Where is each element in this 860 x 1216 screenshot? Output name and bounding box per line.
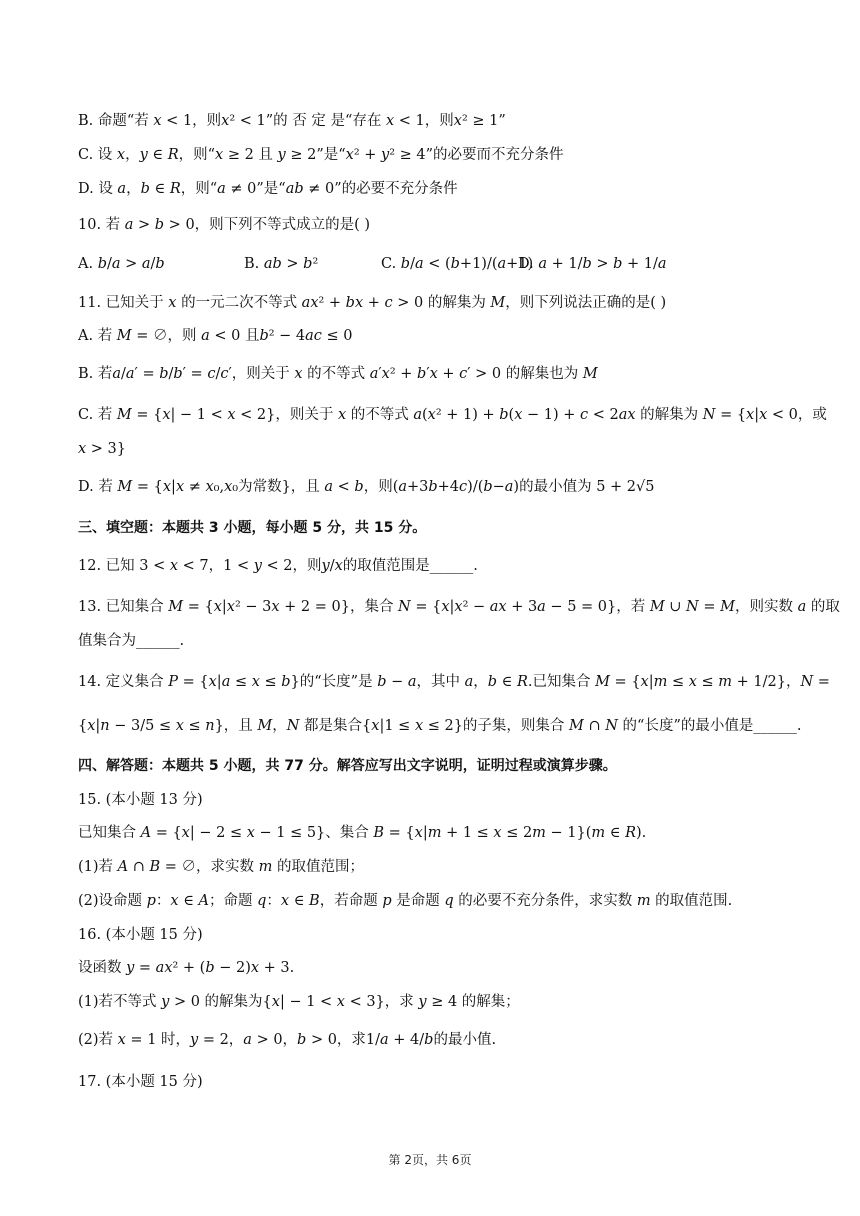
q10-option-d: D. 𝑎 + 1/𝑏 > 𝑏 + 1/𝑎 [518, 256, 667, 272]
q16-part1: (1)若不等式 𝑦 > 0 的解集为{𝑥| − 1 < 𝑥 < 3}，求 𝑦 ≥ 4 的解集； [78, 994, 520, 1010]
q9-option-b: B. 命题“若 𝑥 < 1，则𝑥² < 1”的 否 定 是“存在 𝑥 < 1，则𝑥² ≥ 1” [78, 113, 506, 129]
q11-option-c: C. 若 𝑀 = {𝑥| − 1 < 𝑥 < 2}，则关于 𝑥 的不等式 𝑎(𝑥² + 1) + 𝑏(𝑥 − 1) + 𝑐 < 2𝑎𝑥 的解集为 𝑁 = {𝑥|𝑥 < 0，或 [78, 407, 827, 423]
q13-cont: 值集合为______. [78, 633, 185, 649]
section-fill-in-heading: 三、填空题：本题共 3 小题，每小题 5 分，共 15 分。 [78, 520, 427, 536]
page-footer: 第 2页，共 6页 [388, 1153, 472, 1167]
q9-option-c: C. 设 𝑥，𝑦 ∈ 𝑅，则“𝑥 ≥ 2 且 𝑦 ≥ 2”是“𝑥² + 𝑦² ≥ 4”的必要而不充分条件 [78, 147, 564, 163]
q11-option-b: B. 若𝑎/𝑎′ = 𝑏/𝑏′ = 𝑐/𝑐′，则关于 𝑥 的不等式 𝑎′𝑥² + 𝑏′𝑥 + 𝑐′ > 0 的解集也为 𝑀 [78, 366, 598, 382]
q14: 14. 定义集合 𝑃 = {𝑥|𝑎 ≤ 𝑥 ≤ 𝑏}的“长度”是 𝑏 − 𝑎，其中 𝑎，𝑏 ∈ 𝑅.已知集合 𝑀 = {𝑥|𝑚 ≤ 𝑥 ≤ 𝑚 + 1/2}，𝑁 = [78, 674, 830, 690]
q10-stem: 10. 若 𝑎 > 𝑏 > 0，则下列不等式成立的是( ) [78, 217, 371, 233]
q10-option-a: A. 𝑏/𝑎 > 𝑎/𝑏 [78, 256, 165, 272]
q12: 12. 已知 3 < 𝑥 < 7，1 < 𝑦 < 2，则𝑦/𝑥的取值范围是______. [78, 558, 478, 574]
q10-option-c: C. 𝑏/𝑎 < (𝑏+1)/(𝑎+1) [381, 256, 534, 272]
q10-option-b: B. 𝑎𝑏 > 𝑏² [244, 256, 319, 272]
q11-stem: 11. 已知关于 𝑥 的一元二次不等式 𝑎𝑥² + 𝑏𝑥 + 𝑐 > 0 的解集为 𝑀，则下列说法正确的是( ) [78, 295, 667, 311]
q15-part1: (1)若 𝐴 ∩ 𝐵 = ∅，求实数 𝑚 的取值范围； [78, 859, 364, 875]
q15-heading: 15. (本小题 13 分) [78, 792, 203, 808]
q9-option-d: D. 设 𝑎，𝑏 ∈ 𝑅，则“𝑎 ≠ 0”是“𝑎𝑏 ≠ 0”的必要不充分条件 [78, 181, 458, 197]
q11-option-c-cont: 𝑥 > 3} [78, 441, 126, 457]
section-answer-heading: 四、解答题：本题共 5 小题，共 77 分。解答应写出文字说明，证明过程或演算步骤。 [78, 758, 617, 774]
q11-option-d: D. 若 𝑀 = {𝑥|𝑥 ≠ 𝑥₀,𝑥₀为常数}，且 𝑎 < 𝑏，则(𝑎+3𝑏+4𝑐)/(𝑏−𝑎)的最小值为 5 + 2√5 [78, 479, 655, 495]
q17-heading: 17. (本小题 15 分) [78, 1074, 203, 1090]
q15-part2: (2)设命题 𝑝：𝑥 ∈ 𝐴；命题 𝑞：𝑥 ∈ 𝐵，若命题 𝑝 是命题 𝑞 的必要不充分条件，求实数 𝑚 的取值范围. [78, 893, 733, 909]
q16-heading: 16. (本小题 15 分) [78, 927, 203, 943]
q15-stem: 已知集合 𝐴 = {𝑥| − 2 ≤ 𝑥 − 1 ≤ 5}、集合 𝐵 = {𝑥|𝑚 + 1 ≤ 𝑥 ≤ 2𝑚 − 1}(𝑚 ∈ 𝑅). [78, 825, 647, 841]
q13: 13. 已知集合 𝑀 = {𝑥|𝑥² − 3𝑥 + 2 = 0}，集合 𝑁 = {𝑥|𝑥² − 𝑎𝑥 + 3𝑎 − 5 = 0}，若 𝑀 ∪ 𝑁 = 𝑀，则实数 𝑎 的取 [78, 599, 840, 615]
q16-stem: 设函数 𝑦 = 𝑎𝑥² + (𝑏 − 2)𝑥 + 3. [78, 960, 295, 976]
q11-option-a: A. 若 𝑀 = ∅，则 𝑎 < 0 且𝑏² − 4𝑎𝑐 ≤ 0 [78, 328, 353, 344]
q16-part2: (2)若 𝑥 = 1 时，𝑦 = 2，𝑎 > 0，𝑏 > 0，求1/𝑎 + 4/𝑏的最小值. [78, 1032, 497, 1048]
q14-cont: {𝑥|𝑛 − 3/5 ≤ 𝑥 ≤ 𝑛}，且 𝑀，𝑁 都是集合{𝑥|1 ≤ 𝑥 ≤ 2}的子集，则集合 𝑀 ∩ 𝑁 的“长度”的最小值是______. [78, 718, 802, 734]
